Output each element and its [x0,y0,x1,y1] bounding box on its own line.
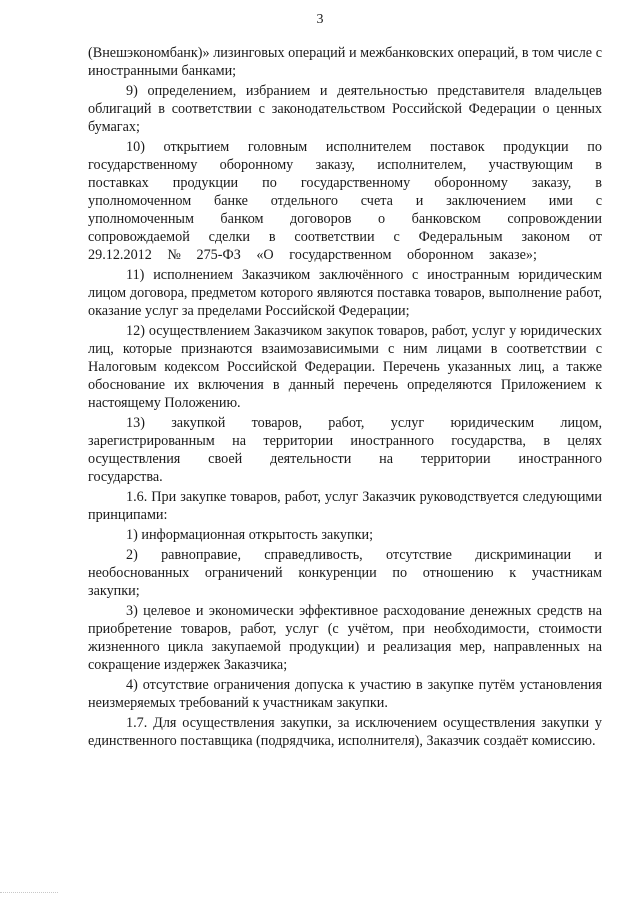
paragraph-item-10: 10) открытием головным исполнителем поставок продукции по государственному оборонному заказу, исполнителем, участвующим в поставках продукции по государственному оборонному заказу, в уполномоченном банке отдельного счета и заключением ими с уполномоченным банком договоров о банковском сопровождении сопровождаемой сделки в соответствии с Федеральным законом от 29.12.2012 № 275-ФЗ «О государственном оборонном заказе»; [88,139,602,263]
paragraph-item-9: 9) определением, избранием и деятельностью представителя владельцев облигаций в соответствии с законодательством Российской Федерации о ценных бумагах; [88,83,602,135]
principle-item-2: 2) равноправие, справедливость, отсутствие дискриминации и необоснованных ограничений конкуренции по отношению к участникам закупки; [88,547,602,599]
scan-edge-mark [0,892,58,893]
principle-item-1: 1) информационная открытость закупки; [126,527,374,543]
document-body [88,44,602,752]
paragraph-section-1-7: 1.7. Для осуществления закупки, за исключением осуществления закупки у единственного поставщика (подрядчика, исполнителя), Заказчик создаёт комиссию. [88,715,602,749]
paragraph-item-13: 13) закупкой товаров, работ, услуг юридическим лицом, зарегистрированным на территории иностранного государства, в целях осуществления своей деятельности на территории иностранного государства. [88,415,602,485]
paragraph-section-1-6: 1.6. При закупке товаров, работ, услуг Заказчик руководствуется следующими принципами: [88,489,602,523]
page-number: 3 [316,12,324,27]
principle-item-3: 3) целевое и экономически эффективное расходование денежных средств на приобретение товаров, работ, услуг (с учётом, при необходимости, стоимости жизненного цикла закупаемой продукции) и реализация мер, направленных на сокращение издержек Заказчика; [88,603,602,673]
paragraph-continuation: (Внешэкономбанк)» лизинговых операций и межбанковских операций, в том числе с иностранными банками; [88,45,602,79]
paragraph-item-12: 12) осуществлением Заказчиком закупок товаров, работ, услуг у юридических лиц, которые признаются взаимозависимыми с ним лицами в соответствии с Налоговым кодексом Российской Федерации. Перечень указанных лиц, а также обоснование их включения в данный перечень определяются Приложением к настоящему Положению. [88,323,602,411]
principle-item-4: 4) отсутствие ограничения допуска к участию в закупке путём установления неизмеряемых требований к участникам закупки. [88,677,602,711]
paragraph-item-11: 11) исполнением Заказчиком заключённого с иностранным юридическим лицом договора, предметом которого являются поставка товаров, выполнение работ, оказание услуг за пределами Российской Федерации; [88,267,602,319]
